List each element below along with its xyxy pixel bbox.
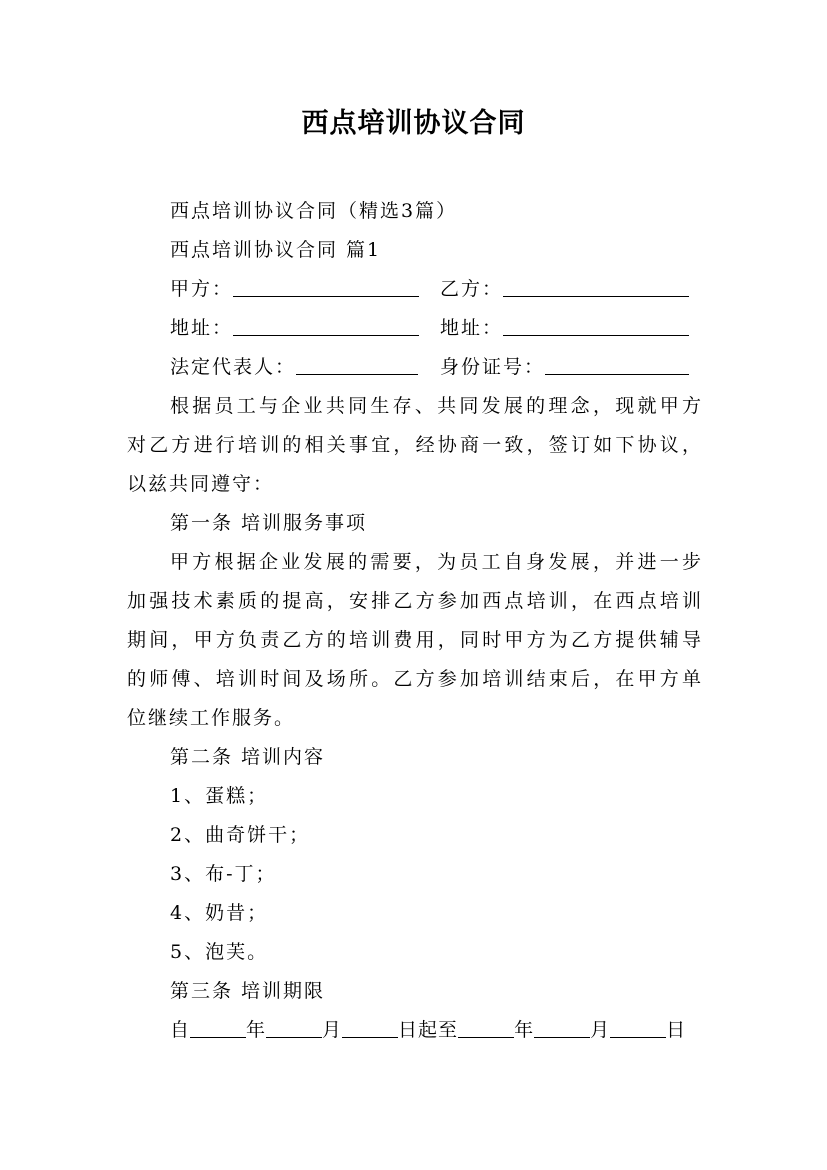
period-row [170, 1018, 686, 1042]
period-month2: 月 [590, 1019, 611, 1041]
document-subtitle: 西点培训协议合同（精选3篇） [170, 200, 458, 222]
id-number-label: 身份证号： [440, 356, 546, 378]
representative-row [170, 355, 730, 379]
list-item: 3、布-丁； [170, 863, 277, 885]
list-item: 2、曲奇饼干； [170, 824, 311, 846]
party-row [170, 277, 730, 301]
section3-heading: 第三条 培训期限 [170, 980, 326, 1002]
legal-rep-blank [296, 356, 418, 375]
address-a-blank [233, 317, 419, 336]
address-row [170, 316, 730, 340]
document-title: 西点培训协议合同 [301, 108, 526, 139]
section1-heading: 第一条 培训服务事项 [170, 512, 368, 534]
section2-heading: 第二条 培训内容 [170, 746, 326, 768]
party-b-label: 乙方： [440, 278, 504, 300]
party-b-blank [503, 278, 689, 297]
list-item: 4、奶昔； [170, 902, 269, 924]
period-month1-blank [266, 1019, 322, 1038]
address-b-blank [503, 317, 689, 336]
period-year1-blank [190, 1019, 246, 1038]
section1-line-5: 位继续工作服务。 [127, 707, 296, 729]
intro-line-2: 对乙方进行培训的相关事宜，经协商一致，签订如下协议， [127, 434, 701, 456]
party-a-blank [233, 278, 419, 297]
period-year1: 年 [246, 1019, 267, 1041]
list-item: 1、蛋糕； [170, 785, 269, 807]
party-a-label: 甲方： [170, 278, 234, 300]
period-year2-blank [458, 1019, 514, 1038]
legal-rep-label: 法定代表人： [170, 356, 297, 378]
period-month1: 月 [322, 1019, 343, 1041]
section1-line-3: 期间，甲方负责乙方的培训费用，同时甲方为乙方提供辅导 [127, 629, 701, 651]
section1-line-2: 加强技术素质的提高，安排乙方参加西点培训，在西点培训 [127, 590, 701, 612]
period-year2: 年 [514, 1019, 535, 1041]
section1-line-1: 甲方根据企业发展的需要，为员工自身发展，并进一步 [170, 551, 701, 573]
list-item: 5、泡芙。 [170, 941, 269, 963]
period-day2: 日 [666, 1019, 687, 1041]
period-day-to: 日起至 [398, 1019, 459, 1041]
section1-line-4: 的师傅、培训时间及场所。乙方参加培训结束后，在甲方单 [127, 668, 701, 690]
address-a-label: 地址： [170, 317, 234, 339]
period-day1-blank [342, 1019, 398, 1038]
intro-line-3: 以兹共同遵守： [127, 473, 275, 495]
period-day2-blank [610, 1019, 666, 1038]
id-number-blank [545, 356, 689, 375]
address-b-label: 地址： [440, 317, 504, 339]
period-from: 自 [170, 1019, 191, 1041]
article-title: 西点培训协议合同 篇1 [170, 239, 382, 261]
intro-line-1: 根据员工与企业共同生存、共同发展的理念，现就甲方 [170, 395, 701, 417]
period-month2-blank [534, 1019, 590, 1038]
